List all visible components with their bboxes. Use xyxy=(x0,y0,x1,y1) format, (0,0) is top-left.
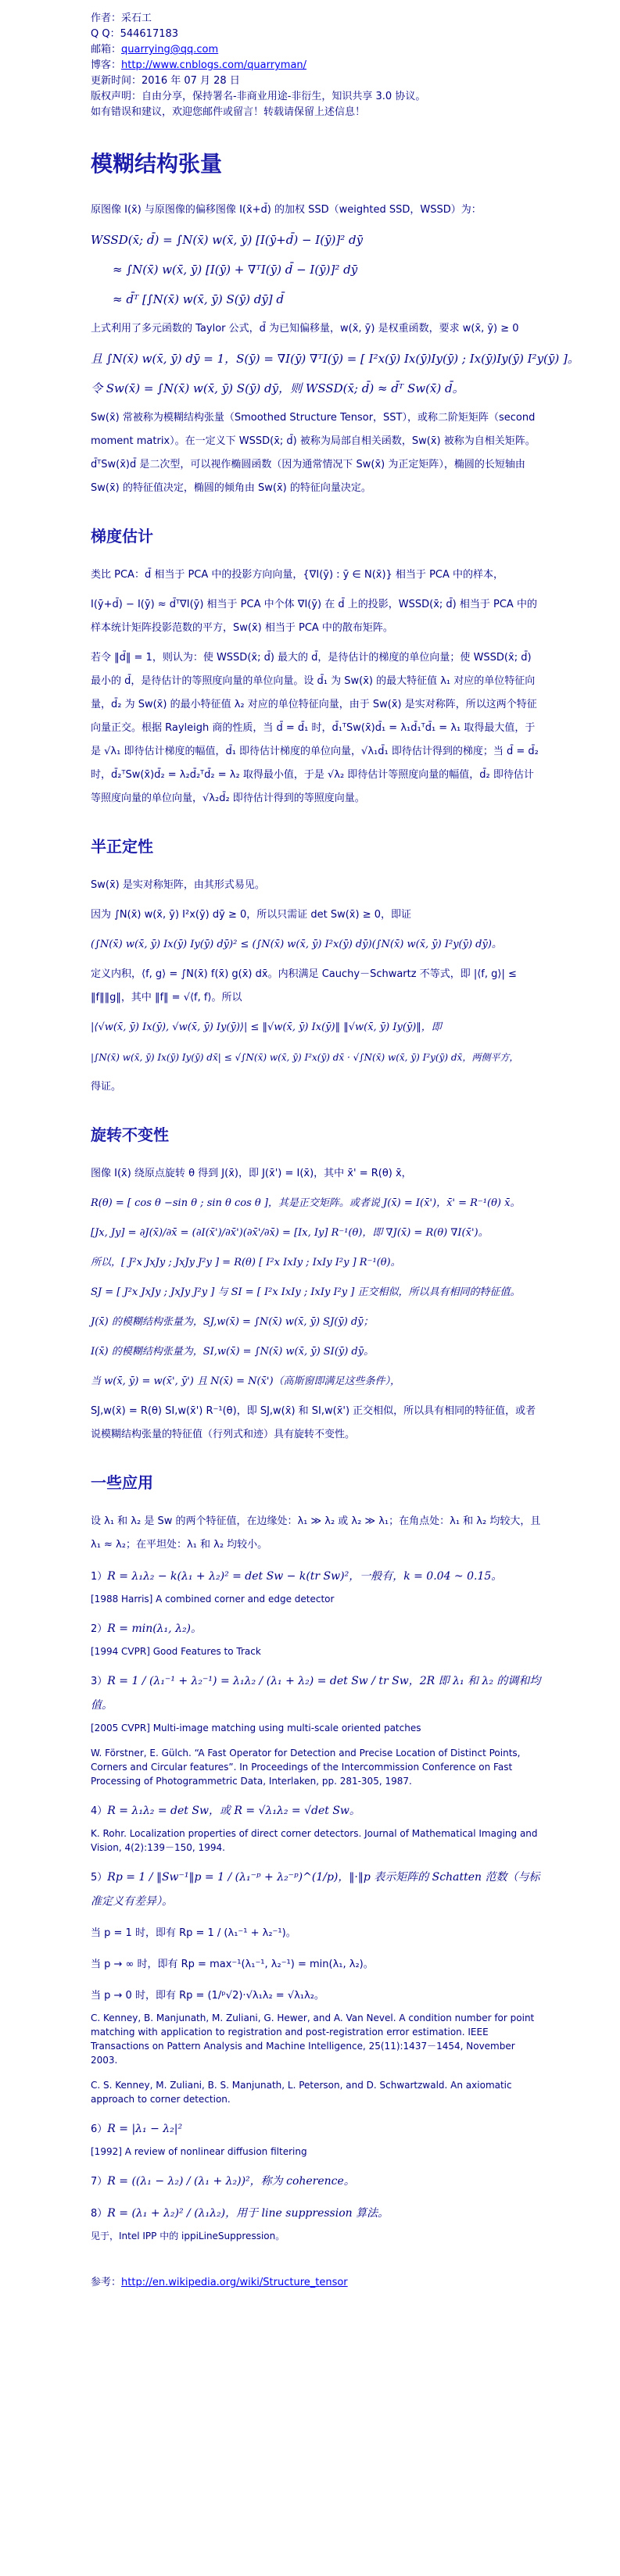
reference-footer xyxy=(91,2274,542,2292)
rotation-formula-2: [Jx, Jy] = ∂J(x̄)/∂x̄ = (∂I(x̄')/∂x̄')(∂x̄'/∂x̄) = [Ix, Iy] R⁻¹(θ)，即 ∇J(x̄) = R(θ) ∇I(x̄')。 xyxy=(91,1227,489,1239)
blog-link[interactable]: http://www.cnblogs.com/quarryman/ xyxy=(121,59,307,71)
application-item xyxy=(91,1565,542,1589)
blog-line xyxy=(91,58,542,73)
intro-paragraph-2: 上式利用了多元函数的 Taylor 公式，d̄ 为已知偏移量，w(x̄, ȳ) 是权重函数，要求 w(x̄, ȳ) ≥ 0 xyxy=(91,323,519,335)
application-item-number: 8） xyxy=(91,2208,108,2220)
application-reference: C. Kenney, B. Manjunath, M. Zuliani, G. Hewer, and A. Van Nevel. A condition number for point matching with application to registration and post-registration error estimation. IEEE Transactions on Pattern Analysis and Machine Intelligence, 25(11):1437－1454, November 2003. xyxy=(91,2012,535,2066)
rotation-formula-6: I(x̄) 的模糊结构张量为，SI,w(x̄) = ∫N(x̄) w(x̄, ȳ) SI(ȳ) dȳ。 xyxy=(91,1346,375,1358)
application-item-formula: R = 1 / (λ₁⁻¹ + λ₂⁻¹) = λ₁λ₂ / (λ₁ + λ₂) = det Sw / tr Sw，2R 即 λ₁ 和 λ₂ 的调和均值。 xyxy=(91,1675,541,1712)
feedback-line: 如有错误和建议，欢迎您邮件或留言！转载请保留上述信息！ xyxy=(91,106,366,118)
reference-label: 参考： xyxy=(91,2277,122,2288)
section-rotation-title: 旋转不变性 xyxy=(91,1125,169,1144)
application-item-number: 2） xyxy=(91,1623,108,1635)
application-reference: C. S. Kenney, M. Zuliani, B. S. Manjunath, L. Peterson, and D. Schwartzwald. An axiomatic approach to corner detection. xyxy=(91,2080,512,2105)
section-applications-title: 一些应用 xyxy=(91,1473,153,1492)
application-item-formula: R = (λ₁ + λ₂)² / (λ₁λ₂)，用于 line suppression 算法。 xyxy=(107,2207,389,2220)
email-label: 邮箱： xyxy=(91,44,122,55)
application-reference: K. Rohr. Localization properties of direct corner detectors. Journal of Mathematical Imaging and Vision, 4(2):139－150, 1994. xyxy=(91,1828,538,1853)
applications-list xyxy=(91,1565,542,2243)
application-item-number: 7） xyxy=(91,2176,108,2188)
structure-matrix-formula: 且 ∫N(x̄) w(x̄, ȳ) dȳ = 1，S(ȳ) = ∇I(ȳ) ∇ᵀI(ȳ) = [ I²x(ȳ) Ix(ȳ)Iy(ȳ) ; Ix(ȳ)Iy(ȳ) I²y(ȳ) ]。 xyxy=(91,352,579,366)
application-item xyxy=(91,2170,542,2194)
psd-formula-2: |⟨√w(x̄, ȳ) Ix(ȳ), √w(x̄, ȳ) Iy(ȳ)⟩| ≤ ‖√w(x̄, ȳ) Ix(ȳ)‖ ‖√w(x̄, ȳ) Iy(ȳ)‖，即 xyxy=(91,1021,442,1033)
updated-line: 更新时间：2016 年 07 月 28 日 xyxy=(91,75,240,87)
application-reference: [1992] A review of nonlinear diffusion filtering xyxy=(91,2146,307,2157)
gradient-paragraph-1: 类比 PCA：d̄ 相当于 PCA 中的投影方向向量，{∇I(ȳ) : ȳ ∈ N(x̄)} 相当于 PCA 中的样本， xyxy=(91,569,504,581)
application-item-number: 1） xyxy=(91,1571,108,1583)
psd-paragraph-2: 因为 ∫N(x̄) w(x̄, ȳ) I²x(ȳ) dȳ ≥ 0，所以只需证 det Sw(x̄) ≥ 0，即证 xyxy=(91,909,412,921)
wssd-formula-2: ≈ ∫N(x̄) w(x̄, ȳ) [I(ȳ) + ∇ᵀI(ȳ) d̄ − I(ȳ)]² dȳ xyxy=(113,263,358,277)
application-item-number: 6） xyxy=(91,2123,108,2135)
application-item-formula: Rp = 1 / ‖Sw⁻¹‖p = 1 / (λ₁⁻ᵖ + λ₂⁻ᵖ)^(1/p)，‖·‖p 表示矩阵的 Schatten 范数（与标准定义有差异）。 xyxy=(91,1871,540,1908)
application-item-number: 5） xyxy=(91,1872,108,1884)
application-item xyxy=(91,1866,542,1914)
application-item xyxy=(91,2202,542,2226)
rotation-formula-4: SJ = [ J²x JxJy ; JxJy J²y ] 与 SI = [ I²x IxIy ; IxIy I²y ] 正交相似，所以具有相同的特征值。 xyxy=(91,1286,521,1298)
rotation-formula-5: J(x̄) 的模糊结构张量为，SJ,w(x̄) = ∫N(x̄) w(x̄, ȳ) SJ(ȳ) dȳ； xyxy=(91,1316,374,1328)
wssd-formula-3: ≈ d̄ᵀ [∫N(x̄) w(x̄, ȳ) S(ȳ) dȳ] d̄ xyxy=(113,292,285,306)
application-item-formula: R = λ₁λ₂ − k(λ₁ + λ₂)² = det Sw − k(tr Sw)²，一般有，k = 0.04 ~ 0.15。 xyxy=(107,1570,503,1583)
wssd-formula-1: WSSD(x̄; d̄) = ∫N(x̄) w(x̄, ȳ) [I(ȳ+d̄) − I(ȳ)]² dȳ xyxy=(91,233,364,247)
sst-definition-formula: 令 Sw(x̄) = ∫N(x̄) w(x̄, ȳ) S(ȳ) dȳ，则 WSSD(x̄; d̄) ≈ d̄ᵀ Sw(x̄) d̄。 xyxy=(91,381,464,395)
application-subcase: 当 p → ∞ 时，即有 Rp = max⁻¹(λ₁⁻¹, λ₂⁻¹) = min(λ₁, λ₂)。 xyxy=(91,1959,374,1970)
applications-intro: 设 λ₁ 和 λ₂ 是 Sw 的两个特征值，在边缘处：λ₁ ≫ λ₂ 或 λ₂ ≫ λ₁；在角点处：λ₁ 和 λ₂ 均较大，且 λ₁ ≈ λ₂；在平坦处：λ₁ 和 λ₂ 均较小。 xyxy=(91,1515,541,1551)
intro-paragraph-3: Sw(x̄) 常被称为模糊结构张量（Smoothed Structure Tensor，SST），或称二阶矩矩阵（second moment matrix）。在一定义下 WSSD(x̄; d̄) 被称为局部自相关函数，Sw(x̄) 被称为自相关矩阵。d̄ᵀSw(x̄)d̄ 是二次型，可以视作椭圆函数（因为通常情况下 Sw(x̄) 为正定矩阵），椭圆的长短轴由 Sw(x̄) 的特征值决定，椭圆的倾角由 Sw(x̄) 的特征向量决定。 xyxy=(91,412,536,494)
email-line xyxy=(91,42,542,58)
application-reference: [1994 CVPR] Good Features to Track xyxy=(91,1646,261,1657)
intro-paragraph-1: 原图像 I(x̄) 与原图像的偏移图像 I(x̄+d̄) 的加权 SSD（weighted SSD，WSSD）为： xyxy=(91,204,482,216)
application-item xyxy=(91,1799,542,1823)
application-reference: 见于，Intel IPP 中的 ippiLineSuppression。 xyxy=(91,2231,285,2241)
application-item-number: 3） xyxy=(91,1676,108,1687)
application-item-formula: R = min(λ₁, λ₂)。 xyxy=(107,1623,202,1635)
rotation-formula-3: 所以，[ J²x JxJy ; JxJy J²y ] = R(θ) [ I²x IxIy ; IxIy I²y ] R⁻¹(θ)。 xyxy=(91,1257,401,1268)
application-item-formula: R = ((λ₁ − λ₂) / (λ₁ + λ₂))²，称为 coherence。 xyxy=(107,2175,355,2188)
license-line: 版权声明：自由分享，保持署名-非商业用途-非衍生，知识共享 3.0 协议。 xyxy=(91,91,426,102)
application-item xyxy=(91,1617,542,1641)
application-reference: W. Förstner, E. Gülch. “A Fast Operator for Detection and Precise Location of Distinct Points, Corners and Circular features”. In Proceedings of the Intercommission Conference on Fast Processing of Photogrammetric Data, Interlaken, pp. 281-305, 1987. xyxy=(91,1748,521,1787)
application-item-formula: R = λ₁λ₂ = det Sw，或 R = √λ₁λ₂ = √det Sw。 xyxy=(107,1805,360,1817)
rotation-formula-1: R(θ) = [ cos θ −sin θ ; sin θ cos θ ]，其是正交矩阵。或者说 J(x̄) = I(x̄')，x̄' = R⁻¹(θ) x̄。 xyxy=(91,1197,521,1209)
application-subcase: 当 p → 0 时，即有 Rp = (1/ᵖ√2)·√λ₁λ₂ = √λ₁λ₂。 xyxy=(91,1990,324,2002)
rotation-paragraph-1: 图像 I(x̄) 绕原点旋转 θ 得到 J(x̄)，即 J(x̄') = I(x̄)，其中 x̄' = R(θ) x̄， xyxy=(91,1168,412,1179)
application-item-formula: R = |λ₁ − λ₂|² xyxy=(107,2123,183,2135)
gradient-paragraph-3: 若令 ‖d̄‖ = 1，则认为：使 WSSD(x̄; d̄) 最大的 d̄，是待估计的梯度的单位向量；使 WSSD(x̄; d̄) 最小的 d̄，是待估计的等照度向量的单位向量。设 d̄₁ 为 Sw(x̄) 的最大特征值 λ₁ 对应的单位特征向量，d̄₂ 为 Sw(x̄) 的最小特征值 λ₂ 对应的单位特征向量，由于 Sw(x̄) 是实对称阵，所以这两个特征向量正交。根据 Rayleigh 商的性质，当 d̄ = d̄₁ 时，d̄₁ᵀSw(x̄)d̄₁ = λ₁d̄₁ᵀd̄₁ = λ₁ 取得最大值，于是 √λ₁ 即待估计梯度的幅值，d̄₁ 即待估计梯度的单位向量，√λ₁d̄₁ 即待估计得到的梯度；当 d̄ = d̄₂ 时，d̄₂ᵀSw(x̄)d̄₂ = λ₂d̄₂ᵀd̄₂ = λ₂ 取得最小值，于是 √λ₂ 即待估计等照度向量的幅值，d̄₂ 即待估计等照度向量的单位向量，√λ₂d̄₂ 即待估计得到的等照度向量。 xyxy=(91,652,539,804)
psd-formula-3: |∫N(x̄) w(x̄, ȳ) Ix(ȳ) Iy(ȳ) dx̄| ≤ √∫N(x̄) w(x̄, ȳ) I²x(ȳ) dx̄ · √∫N(x̄) w(x̄, ȳ) I²y(ȳ) dx̄，两侧平方， xyxy=(91,1052,519,1063)
rotation-paragraph-2: SJ,w(x̄) = R(θ) SI,w(x̄') R⁻¹(θ)，即 SJ,w(x̄) 和 SI,w(x̄') 正交相似，所以具有相同的特征值，或者说模糊结构张量的特征值（行列式和迹）具有旋转不变性。 xyxy=(91,1405,536,1440)
application-item xyxy=(91,1669,542,1718)
application-reference: [1988 Harris] A combined corner and edge detector xyxy=(91,1594,335,1605)
section-gradient-title: 梯度估计 xyxy=(91,527,153,546)
psd-formula-1: (∫N(x̄) w(x̄, ȳ) Ix(ȳ) Iy(ȳ) dȳ)² ≤ (∫N(x̄) w(x̄, ȳ) I²x(ȳ) dȳ)(∫N(x̄) w(x̄, ȳ) I²y(ȳ) dȳ)。 xyxy=(91,939,502,950)
psd-paragraph-1: Sw(x̄) 是实对称矩阵，由其形式易见。 xyxy=(91,879,265,891)
application-item-number: 4） xyxy=(91,1805,108,1817)
psd-paragraph-4: 得证。 xyxy=(91,1081,122,1093)
psd-paragraph-3: 定义内积，⟨f, g⟩ = ∫N(x̄) f(x̄) g(x̄) dx̄。内积满足 Cauchy－Schwartz 不等式，即 |⟨f, g⟩| ≤ ‖f‖‖g‖，其中 ‖f‖ = √⟨f, f⟩。所以 xyxy=(91,968,517,1004)
reference-link[interactable]: http://en.wikipedia.org/wiki/Structure_tensor xyxy=(121,2277,348,2288)
rotation-formula-7: 当 w(x̄, ȳ) = w(x̄', ȳ') 且 N(x̄) = N(x̄')（高斯窗即满足这些条件）， xyxy=(91,1376,401,1387)
qq-line: Q Q：544617183 xyxy=(91,28,179,40)
application-item xyxy=(91,2117,542,2141)
page-title: 模糊结构张量 xyxy=(91,151,223,177)
author-line: 作者：采石工 xyxy=(91,13,152,24)
header-meta xyxy=(91,11,542,120)
application-reference: [2005 CVPR] Multi-image matching using multi-scale oriented patches xyxy=(91,1723,421,1733)
application-subcase: 当 p = 1 时，即有 Rp = 1 / (λ₁⁻¹ + λ₂⁻¹)。 xyxy=(91,1927,296,1939)
section-psd-title: 半正定性 xyxy=(91,837,153,856)
blog-label: 博客： xyxy=(91,59,122,71)
email-link[interactable]: quarrying@qq.com xyxy=(121,44,219,55)
gradient-paragraph-2: I(ȳ+d̄) − I(ȳ) ≈ d̄ᵀ∇I(ȳ) 相当于 PCA 中个体 ∇I(ȳ) 在 d̄ 上的投影，WSSD(x̄; d̄) 相当于 PCA 中的样本统计矩阵投影范数的平方，Sw(x̄) 相当于 PCA 中的散布矩阵。 xyxy=(91,599,537,634)
